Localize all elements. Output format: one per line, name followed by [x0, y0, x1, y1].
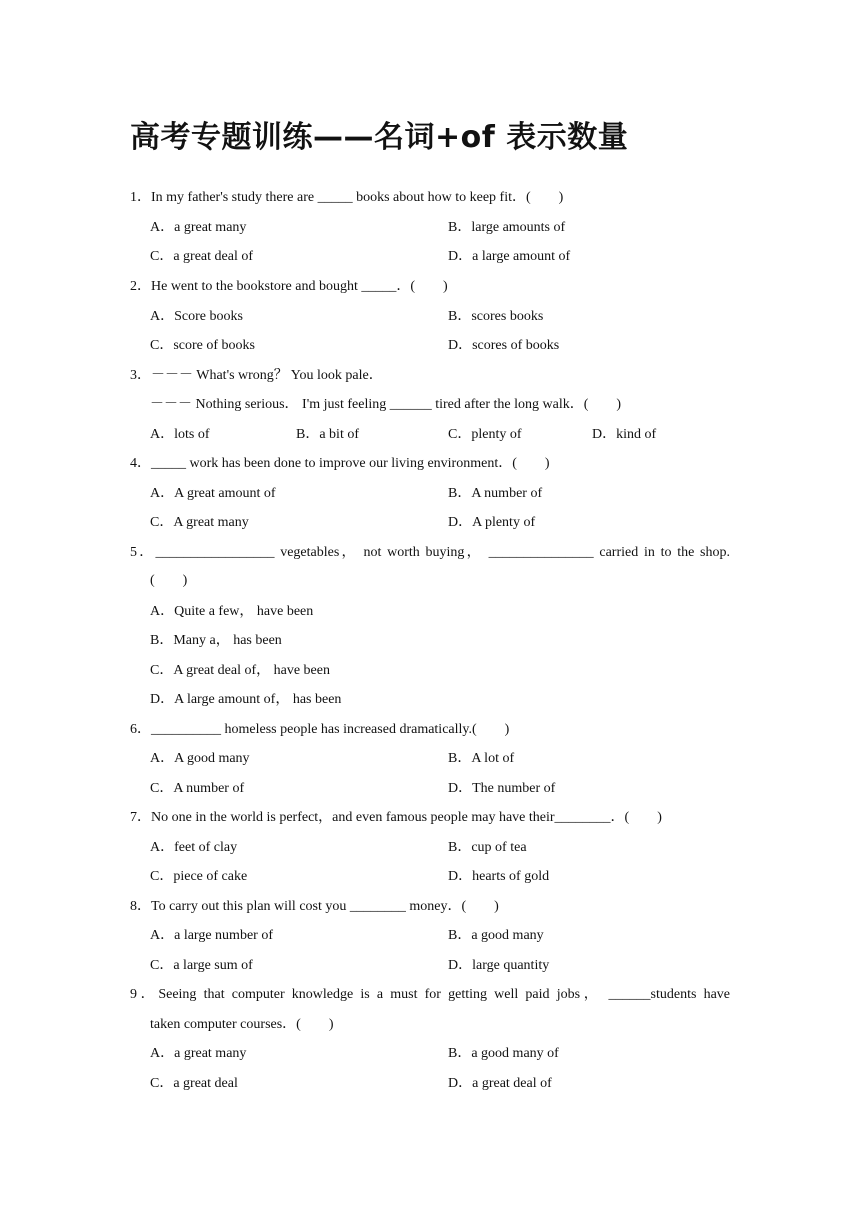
- question-3-option-c: C．plenty of: [448, 427, 522, 442]
- question-5-option-d: D．A large amount of， has been: [150, 692, 342, 707]
- question-7-option-d: D．hearts of gold: [448, 869, 550, 884]
- question-4-option-a: A．A great amount of: [150, 486, 276, 501]
- question-1-option-d: D．a large amount of: [448, 249, 571, 264]
- question-3-option-b: B．a bit of: [296, 427, 359, 442]
- question-5-option-a: A．Quite a few， have been: [150, 604, 314, 619]
- question-8-option-a: A．a large number of: [150, 928, 273, 943]
- question-7-option-a: A．feet of clay: [150, 840, 238, 855]
- question-9-option-a: A．a great many: [150, 1046, 247, 1061]
- question-7-stem: 7．No one in the world is perfect，and even famous people may have their________．( ): [130, 810, 662, 825]
- question-3-stem-continued: －－－ Nothing serious． I'm just feeling ______ tired after the long walk．( ): [150, 397, 622, 412]
- question-5-stem-continued: ( ): [150, 573, 188, 588]
- question-9-stem: 9．Seeing that computer knowledge is a must for getting well paid jobs， ______students have: [130, 987, 730, 1002]
- question-4-option-c: C．A great many: [150, 515, 249, 530]
- question-1-option-a: A．a great many: [150, 220, 247, 235]
- question-8-option-b: B．a good many: [448, 928, 544, 943]
- question-1-option-c: C．a great deal of: [150, 249, 254, 264]
- question-7-option-b: B．cup of tea: [448, 840, 527, 855]
- question-6-stem: 6．__________ homeless people has increased dramatically.( ): [130, 722, 510, 737]
- question-8-stem: 8．To carry out this plan will cost you ________ money．( ): [130, 899, 499, 914]
- question-4-option-d: D．A plenty of: [448, 515, 536, 530]
- question-3-option-a: A．lots of: [150, 427, 210, 442]
- page-title: 高考专题训练——名词+of 表示数量: [130, 120, 629, 155]
- question-5-stem: 5．_________________ vegetables， not worth buying， _______________ carried in to the shop.: [130, 545, 730, 560]
- question-4-option-b: B．A number of: [448, 486, 543, 501]
- question-9-option-c: C．a great deal: [150, 1076, 238, 1091]
- question-2-option-b: B．scores books: [448, 309, 544, 324]
- question-2-option-d: D．scores of books: [448, 338, 560, 353]
- question-3-option-d: D．kind of: [592, 427, 657, 442]
- question-4-stem: 4．_____ work has been done to improve our living environment．( ): [130, 456, 550, 471]
- question-8-option-c: C．a large sum of: [150, 958, 253, 973]
- question-6-option-b: B．A lot of: [448, 751, 515, 766]
- question-5-option-b: B．Many a， has been: [150, 633, 282, 648]
- question-9-stem-continued: taken computer courses．( ): [150, 1017, 334, 1032]
- question-3-stem: 3．－－－ What's wrong？ You look pale．: [130, 368, 383, 383]
- question-6-option-d: D．The number of: [448, 781, 556, 796]
- question-2-stem: 2．He went to the bookstore and bought _____．( ): [130, 279, 448, 294]
- question-5-option-c: C．A great deal of， have been: [150, 663, 330, 678]
- question-9-option-b: B．a good many of: [448, 1046, 559, 1061]
- question-2-option-a: A．Score books: [150, 309, 243, 324]
- question-9-option-d: D．a great deal of: [448, 1076, 552, 1091]
- question-2-option-c: C．score of books: [150, 338, 255, 353]
- question-8-option-d: D．large quantity: [448, 958, 550, 973]
- question-7-option-c: C．piece of cake: [150, 869, 248, 884]
- question-6-option-c: C．A number of: [150, 781, 245, 796]
- question-1-stem: 1．In my father's study there are _____ books about how to keep fit．( ): [130, 190, 564, 205]
- question-1-option-b: B．large amounts of: [448, 220, 566, 235]
- question-6-option-a: A．A good many: [150, 751, 250, 766]
